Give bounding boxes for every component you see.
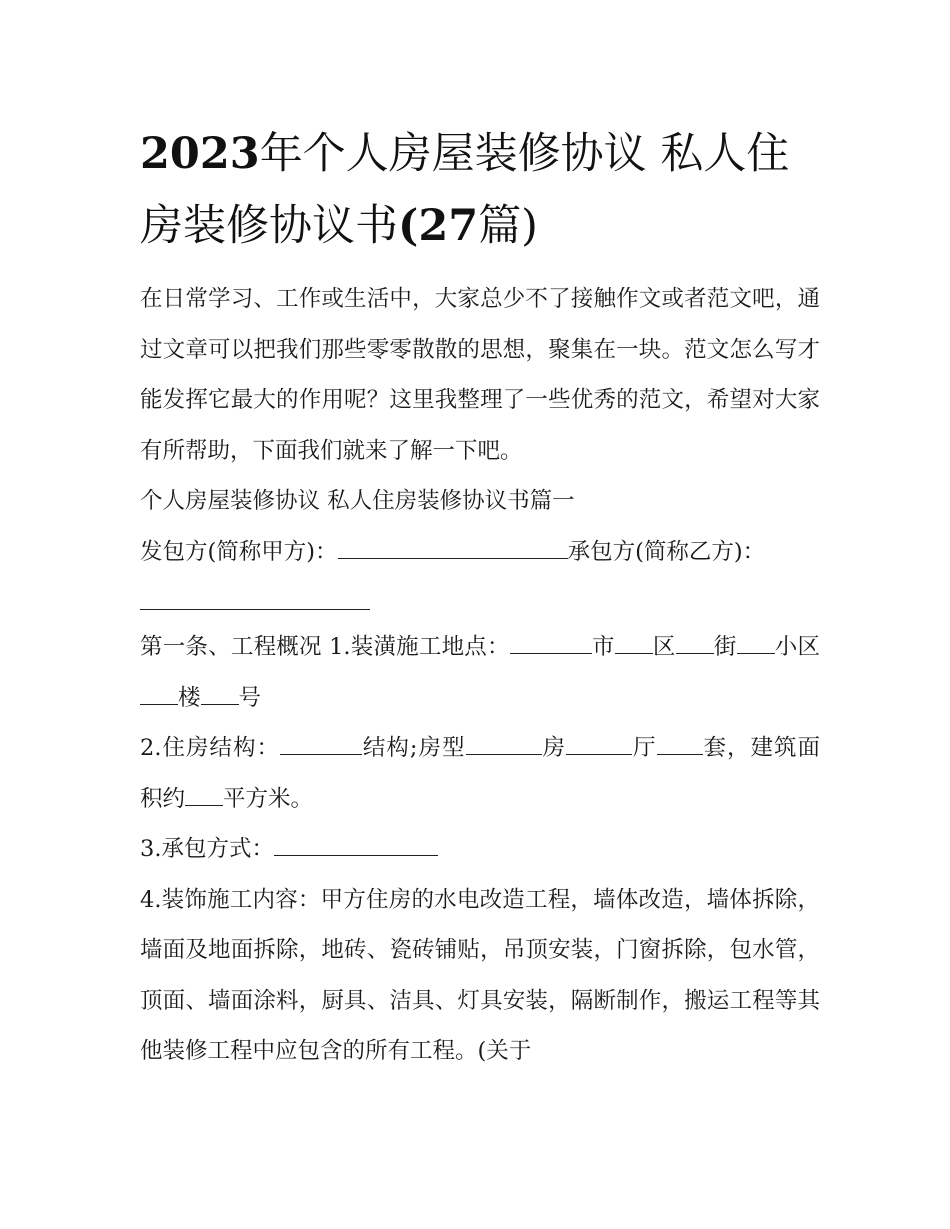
title-count: (27 xyxy=(398,201,479,251)
title-text: 年个人房屋装修协议 私人住房装修协议书 xyxy=(140,129,790,251)
room-blank xyxy=(466,732,542,755)
community-blank xyxy=(737,631,775,654)
hall-blank xyxy=(566,732,632,755)
article1-lead: 第一条、工程概况 1.装潢施工地点： xyxy=(140,634,510,660)
area-blank xyxy=(185,783,223,806)
structure-lead: 2.住房结构： xyxy=(140,735,280,761)
contract-mode-line xyxy=(140,824,820,875)
party-a-blank xyxy=(338,536,568,559)
section-heading: 个人房屋装修协议 私人住房装修协议书篇一 xyxy=(140,488,575,514)
document-body xyxy=(140,274,820,1077)
party-b-label: 承包方(简称乙方)： xyxy=(567,538,766,565)
building-blank xyxy=(140,682,178,705)
city-label: 市 xyxy=(591,634,615,660)
title-year: 2023 xyxy=(140,129,260,179)
city-blank xyxy=(510,631,592,654)
article1-paragraph xyxy=(140,622,820,723)
title-unit: 篇) xyxy=(478,201,538,251)
party-a-label: 发包方(简称甲方)： xyxy=(140,538,338,565)
content-paragraph: 4.装饰施工内容：甲方住房的水电改造工程，墙体改造，墙体拆除，墙面及地面拆除，地砖、瓷砖铺贴，吊顶安装，门窗拆除，包水管，顶面、墙面涂料，厨具、洁具、灯具安装，隔断制作，搬运工程等其他装修工程中应包含的所有工程。(关于 xyxy=(140,886,820,1064)
district-blank xyxy=(615,631,653,654)
parties-line xyxy=(140,527,820,578)
street-label: 街 xyxy=(713,634,737,660)
party-b-blank xyxy=(140,577,370,610)
district-label: 区 xyxy=(652,634,676,660)
suite-label: 套，建筑面积约 xyxy=(140,735,820,812)
contract-mode-blank xyxy=(274,833,438,856)
number-blank xyxy=(201,682,239,705)
contract-mode-label: 3.承包方式： xyxy=(140,836,274,862)
street-blank xyxy=(676,631,714,654)
structure-blank xyxy=(280,732,362,755)
area-unit: 平方米。 xyxy=(223,785,314,812)
building-label: 楼 xyxy=(178,684,201,711)
structure-paragraph xyxy=(140,723,820,824)
structure-word: 结构;房型 xyxy=(361,735,466,761)
hall-label: 厅 xyxy=(632,735,657,761)
document-title xyxy=(140,118,820,262)
suite-blank xyxy=(657,732,703,755)
community-label: 小区 xyxy=(774,634,820,660)
room-label: 房 xyxy=(541,735,566,761)
intro-paragraph: 在日常学习、工作或生活中，大家总少不了接触作文或者范文吧，通过文章可以把我们那些零零散散的思想，聚集在一块。范文怎么写才能发挥它最大的作用呢？这里我整理了一些优秀的范文，希望对大家有所帮助，下面我们就来了解一下吧。 xyxy=(140,286,820,464)
number-label: 号 xyxy=(238,684,262,711)
